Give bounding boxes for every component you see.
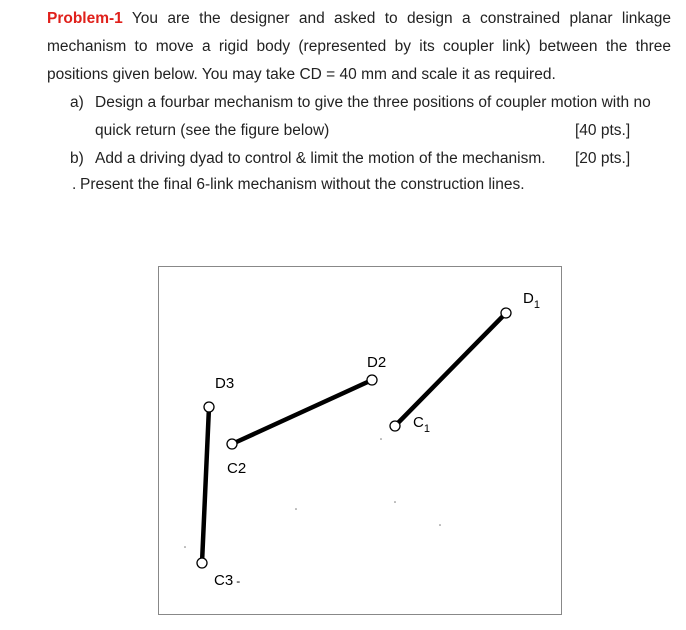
part-a-marker: a) <box>70 94 84 111</box>
linkage-figure <box>158 266 562 615</box>
intro-line-3: positions given below. You may take CD = 40 mm and scale it as required. <box>47 66 556 83</box>
stray-dot <box>439 524 441 526</box>
problem-label: Problem-1 <box>47 10 123 27</box>
label-c3: C3 - <box>214 572 241 589</box>
intro-line-1: You are the designer and asked to design a constrained planar linkage <box>131 10 672 27</box>
intro-line-2: mechanism to move a rigid body (represented by its coupler link) between the three <box>47 38 671 55</box>
problem-statement <box>47 5 671 89</box>
part-b-marker: b) <box>70 150 84 167</box>
part-a-text-line-2: quick return (see the figure below) <box>95 122 330 139</box>
joint-c2-marker <box>227 439 237 449</box>
problem-line-1 <box>47 5 671 33</box>
label-d3: D3 <box>215 375 235 392</box>
stray-dot <box>184 546 186 548</box>
coupler-link-position-3 <box>202 407 209 563</box>
stray-dot <box>394 501 396 503</box>
joint-d3-marker <box>204 402 214 412</box>
part-c-text: Present the final 6-link mechanism without the construction lines. <box>80 176 525 193</box>
part-b-points: [20 pts.] <box>575 150 631 167</box>
stray-dot <box>295 508 297 510</box>
joint-d1-marker <box>501 308 511 318</box>
coupler-link-position-2 <box>232 380 372 444</box>
label-c2: C2 <box>227 460 247 477</box>
label-d2: D2 <box>367 354 387 371</box>
coupler-link-position-1 <box>395 313 506 426</box>
part-c-marker: . <box>72 176 77 193</box>
joint-d2-marker <box>367 375 377 385</box>
stray-dot <box>380 438 382 440</box>
part-b-text: Add a driving dyad to control & limit the motion of the mechanism. <box>95 150 546 167</box>
part-a-text-line-1: Design a fourbar mechanism to give the three positions of coupler motion with no <box>95 94 651 111</box>
linkage-diagram <box>159 267 561 614</box>
label-c1: $C_1$ <box>413 414 430 435</box>
joint-c3-marker <box>197 558 207 568</box>
label-d1: $D_1$ <box>523 290 540 311</box>
joint-c1-marker <box>390 421 400 431</box>
part-a-points: [40 pts.] <box>575 122 631 139</box>
